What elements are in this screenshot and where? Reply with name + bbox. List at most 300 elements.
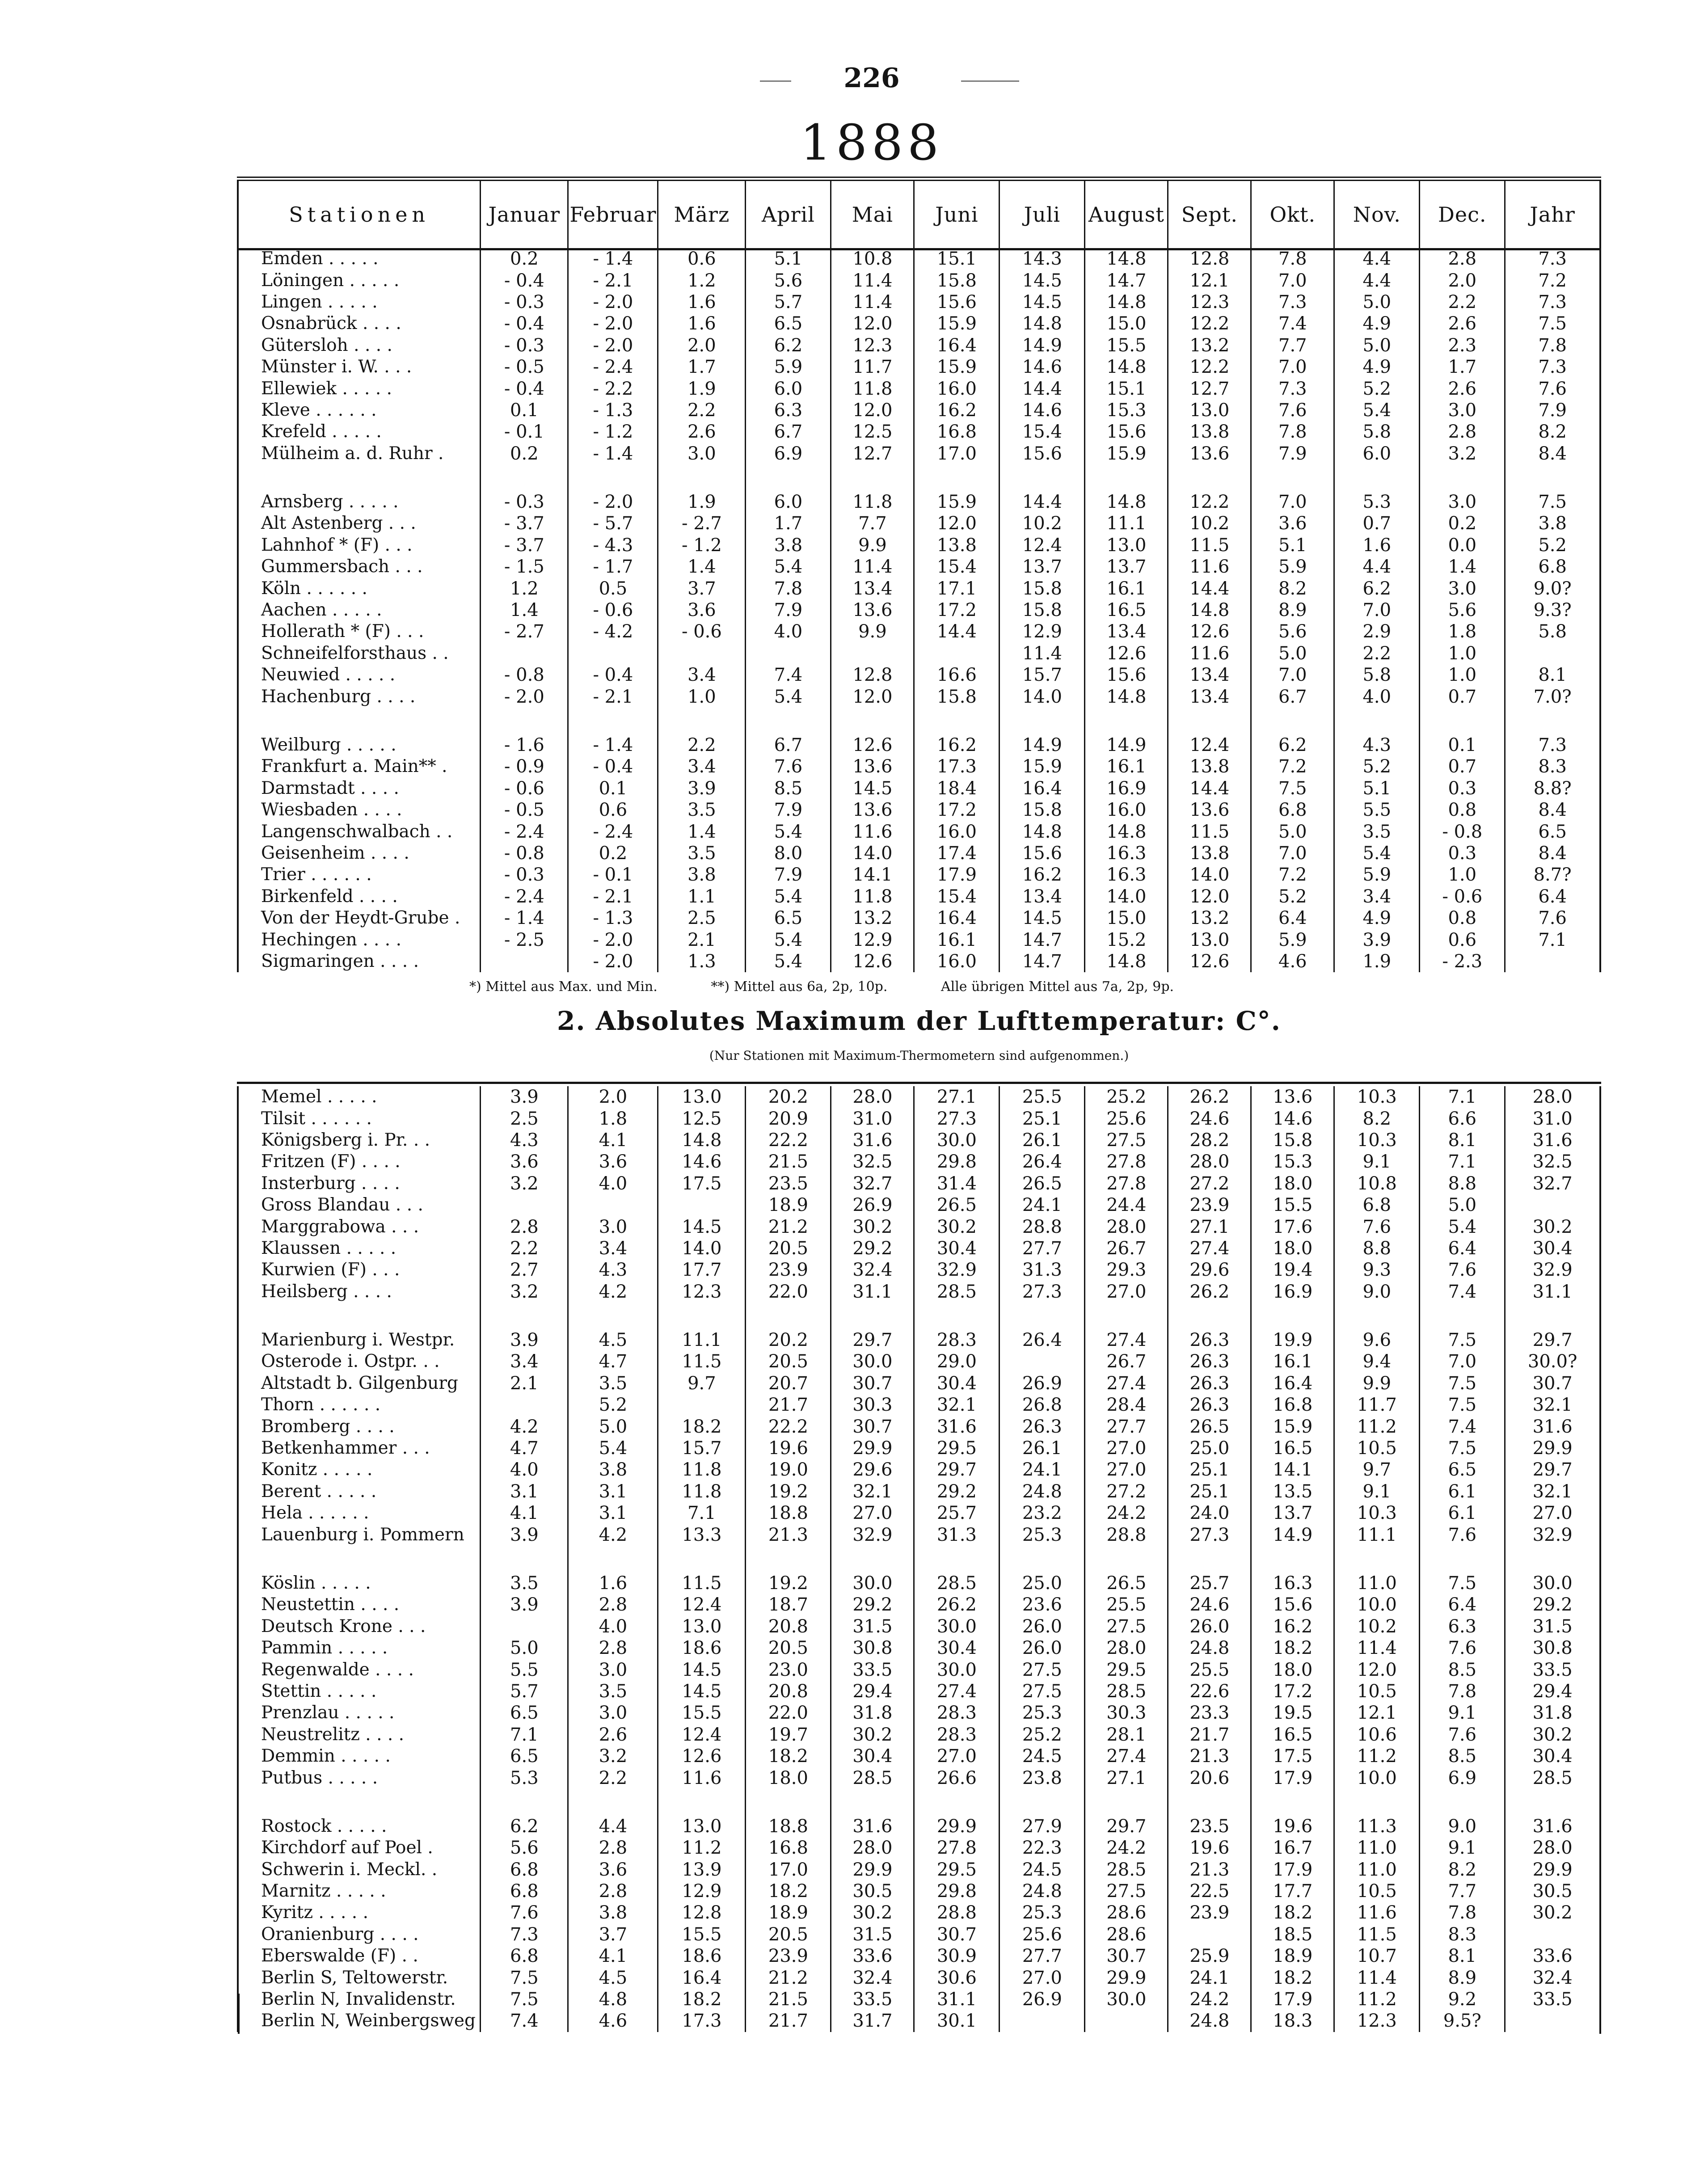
value-cell: 2.0 [1420,270,1505,291]
value-cell [914,643,999,664]
value-cell: 14.0 [1085,886,1168,907]
value-cell: - 0.8 [1420,821,1505,842]
value-cell: 23.9 [746,1945,831,1967]
table-row [238,400,1600,421]
value-cell [481,1194,568,1216]
value-cell: 28.5 [914,1573,999,1594]
value-cell: 0.7 [1334,513,1420,534]
value-cell: 3.5 [658,799,746,821]
value-cell: 5.0 [1420,1194,1505,1216]
value-cell: 10.3 [1334,1502,1420,1524]
value-cell: 4.3 [481,1130,568,1151]
station-name: Gross Blandau . . . [238,1194,481,1216]
value-cell: 8.8? [1505,778,1600,799]
table-row [238,1329,1600,1351]
station-name: Langenschwalbach . . [238,821,481,842]
value-cell: 12.0 [831,400,914,421]
station-name: Betkenhammer . . . [238,1438,481,1459]
value-cell: 2.6 [1420,378,1505,399]
value-cell: 27.0 [831,1502,914,1524]
value-cell: 10.2 [999,513,1085,534]
table-row [238,1130,1600,1151]
value-cell: 7.5 [1420,1394,1505,1416]
value-cell: 3.7 [658,578,746,599]
value-cell: 4.1 [481,1502,568,1524]
value-cell: 5.3 [481,1767,568,1788]
value-cell: 32.9 [914,1259,999,1281]
value-cell: 16.6 [914,664,999,686]
value-cell: 16.3 [1085,864,1168,885]
value-cell: 10.0 [1334,1594,1420,1615]
value-cell: 7.0? [1505,686,1600,707]
station-name: Gütersloh . . . . [238,335,481,356]
value-cell: - 2.0 [568,313,658,334]
value-cell: 7.5 [1251,778,1334,799]
value-cell: 28.8 [1085,1524,1168,1545]
value-cell: 5.6 [746,270,831,291]
station-name: Birkenfeld . . . . [238,886,481,907]
value-cell: 16.1 [914,929,999,950]
value-cell: 11.2 [658,1837,746,1859]
value-cell: 11.6 [1334,1902,1420,1923]
value-cell: 23.5 [746,1173,831,1194]
value-cell: 6.9 [1420,1767,1505,1788]
station-name: Berent . . . . . [238,1481,481,1502]
table-row [238,1351,1600,1372]
value-cell: 8.2 [1334,1108,1420,1129]
value-cell: 2.9 [1334,621,1420,642]
value-cell: 13.8 [1168,843,1251,864]
value-cell: 8.3 [1505,756,1600,777]
value-cell: 31.6 [831,1130,914,1151]
table-row [238,1637,1600,1659]
value-cell: 12.8 [658,1902,746,1923]
value-cell: 27.2 [1085,1481,1168,1502]
table-row [238,1681,1600,1702]
value-cell: 21.7 [746,2010,831,2032]
value-cell: 1.1 [658,886,746,907]
value-cell: 17.7 [658,1259,746,1281]
value-cell: 29.5 [914,1438,999,1459]
value-cell: 30.8 [1505,1637,1600,1659]
value-cell: 24.5 [999,1746,1085,1767]
value-cell: 18.7 [746,1594,831,1615]
value-cell: 7.6 [481,1902,568,1923]
value-cell: 6.5 [746,907,831,929]
value-cell: 15.1 [914,248,999,270]
value-cell: 12.0 [1334,1659,1420,1680]
value-cell: 29.6 [831,1459,914,1480]
table-row [238,621,1600,642]
table-row [238,778,1600,799]
value-cell: 29.8 [914,1881,999,1902]
value-cell: 30.7 [1085,1945,1168,1967]
value-cell: 17.2 [1251,1681,1334,1702]
value-cell: 12.6 [831,734,914,756]
table-row [238,734,1600,756]
station-name: Von der Heydt-Grube . [238,907,481,929]
value-cell: 30.2 [1505,1902,1600,1923]
value-cell: 12.5 [658,1108,746,1129]
value-cell: 15.8 [1251,1130,1334,1151]
value-cell: 29.9 [914,1816,999,1837]
value-cell: 13.4 [1168,686,1251,707]
value-cell: - 0.4 [568,664,658,686]
value-cell: 10.0 [1334,1767,1420,1788]
station-name: Insterburg . . . . [238,1173,481,1194]
table-row [238,664,1600,686]
value-cell: 15.8 [999,799,1085,821]
value-cell: 3.9 [481,1086,568,1108]
value-cell: 21.3 [746,1524,831,1545]
value-cell: 24.5 [999,1859,1085,1881]
value-cell: - 2.0 [568,291,658,313]
value-cell: 5.6 [1251,621,1334,642]
value-cell: 18.5 [1251,1924,1334,1945]
value-cell: 6.3 [1420,1616,1505,1637]
value-cell: 18.8 [746,1502,831,1524]
value-cell: 2.2 [481,1238,568,1259]
value-cell: 28.3 [914,1724,999,1746]
value-cell: 18.2 [746,1881,831,1902]
value-cell: 3.2 [1420,443,1505,464]
value-cell: 13.0 [658,1816,746,1837]
value-cell: 28.1 [1085,1724,1168,1746]
value-cell: 9.4 [1334,1351,1420,1372]
value-cell: 1.0 [1420,643,1505,664]
value-cell: 20.2 [746,1329,831,1351]
value-cell: 15.8 [999,578,1085,599]
value-cell: - 2.0 [481,686,568,707]
value-cell: 16.2 [1251,1616,1334,1637]
value-cell: 12.4 [658,1724,746,1746]
value-cell: 11.4 [831,270,914,291]
value-cell: 32.9 [1505,1524,1600,1545]
value-cell: 6.8 [1251,799,1334,821]
value-cell: 7.8 [1251,421,1334,443]
value-cell: 29.3 [1085,1259,1168,1281]
value-cell: 1.2 [658,270,746,291]
value-cell: 7.9 [1505,400,1600,421]
value-cell: 4.0 [568,1616,658,1637]
group-spacer [238,1789,1600,1816]
value-cell: 5.2 [568,1394,658,1416]
value-cell: 28.2 [1168,1130,1251,1151]
value-cell: 0.6 [658,248,746,270]
value-cell: 29.2 [831,1238,914,1259]
value-cell: 1.4 [481,599,568,621]
value-cell: - 2.3 [1420,951,1505,972]
value-cell: 32.9 [831,1524,914,1545]
station-name: Ellewiek . . . . . [238,378,481,399]
value-cell [1505,2010,1600,2032]
value-cell: 17.9 [914,864,999,885]
value-cell: 2.8 [481,1216,568,1237]
value-cell: - 0.4 [481,270,568,291]
value-cell: 1.3 [658,951,746,972]
value-cell: 12.3 [831,335,914,356]
value-cell: - 1.2 [568,421,658,443]
value-cell: 30.5 [831,1881,914,1902]
value-cell: 11.1 [1334,1524,1420,1545]
value-cell: 16.0 [1085,799,1168,821]
value-cell: 3.5 [568,1681,658,1702]
value-cell: 31.3 [999,1259,1085,1281]
table-row [238,443,1600,464]
value-cell: 14.7 [999,929,1085,950]
value-cell: 26.3 [999,1416,1085,1437]
value-cell: 19.6 [1251,1816,1334,1837]
value-cell: 15.1 [1085,378,1168,399]
value-cell: 9.7 [658,1373,746,1394]
value-cell: 13.7 [1085,556,1168,578]
value-cell: 13.0 [1168,929,1251,950]
value-cell: 20.6 [1168,1767,1251,1788]
value-cell: 15.6 [1085,421,1168,443]
value-cell: 14.1 [831,864,914,885]
value-cell: 19.2 [746,1481,831,1502]
value-cell [481,951,568,972]
value-cell: 13.0 [658,1616,746,1637]
value-cell: 5.2 [1251,886,1334,907]
value-cell: 27.4 [1168,1238,1251,1259]
value-cell: 5.0 [568,1416,658,1437]
value-cell: 29.7 [1505,1329,1600,1351]
value-cell: 29.5 [1085,1659,1168,1680]
value-cell: 6.5 [481,1746,568,1767]
value-cell: 11.5 [1168,535,1251,556]
table-row [238,1702,1600,1724]
value-cell: 7.0 [1251,664,1334,686]
value-cell: 10.5 [1334,1438,1420,1459]
value-cell: 2.0 [658,335,746,356]
value-cell: 12.6 [1168,951,1251,972]
group-spacer [238,708,1600,734]
value-cell: 30.2 [1505,1216,1600,1237]
value-cell: 16.5 [1251,1438,1334,1459]
table-row [238,491,1600,513]
station-name: Rostock . . . . . [238,1816,481,1837]
value-cell: 12.6 [658,1746,746,1767]
value-cell: 30.2 [831,1902,914,1923]
value-cell: - 0.4 [481,313,568,334]
value-cell: - 2.1 [568,270,658,291]
value-cell: 7.2 [1251,864,1334,885]
value-cell: - 1.2 [658,535,746,556]
value-cell: 2.7 [481,1259,568,1281]
value-cell: 28.0 [1505,1837,1600,1859]
table-row [238,643,1600,664]
value-cell: 9.0? [1505,578,1600,599]
value-cell: 30.2 [1505,1724,1600,1746]
column-header: Juli [999,179,1085,249]
value-cell: 9.6 [1334,1329,1420,1351]
value-cell: 15.6 [1251,1594,1334,1615]
value-cell: 28.5 [831,1767,914,1788]
value-cell: 14.0 [658,1238,746,1259]
value-cell: 0.1 [1420,734,1505,756]
value-cell: 14.8 [1085,686,1168,707]
value-cell: 3.8 [568,1459,658,1480]
value-cell: 26.5 [999,1173,1085,1194]
value-cell: 25.5 [1085,1594,1168,1615]
value-cell: 5.4 [746,686,831,707]
value-cell: 32.7 [831,1173,914,1194]
column-header: Dec. [1420,179,1505,249]
value-cell [658,643,746,664]
value-cell: 31.6 [1505,1130,1600,1151]
value-cell: 6.2 [746,335,831,356]
table-row [238,556,1600,578]
station-name: Tilsit . . . . . . [238,1108,481,1129]
station-name: Marienburg i. Westpr. [238,1329,481,1351]
value-cell: 0.0 [1420,535,1505,556]
value-cell: 14.3 [999,248,1085,270]
value-cell: 3.4 [481,1351,568,1372]
value-cell: - 0.6 [658,621,746,642]
value-cell: 14.5 [658,1659,746,1680]
value-cell: 12.6 [1085,643,1168,664]
value-cell: 15.6 [1085,664,1168,686]
value-cell: 25.6 [999,1924,1085,1945]
value-cell: 6.9 [746,443,831,464]
value-cell: 4.7 [568,1351,658,1372]
value-cell: 29.9 [1505,1438,1600,1459]
value-cell: 27.0 [1085,1281,1168,1303]
value-cell: - 0.9 [481,756,568,777]
table-row [238,907,1600,929]
station-name: Königsberg i. Pr. . . [238,1130,481,1151]
value-cell: 7.2 [1251,756,1334,777]
value-cell: 27.7 [999,1945,1085,1967]
value-cell: 2.2 [568,1767,658,1788]
value-cell: 8.4 [1505,443,1600,464]
value-cell: 18.9 [746,1194,831,1216]
value-cell: 6.5 [481,1702,568,1724]
station-name: Darmstadt . . . . [238,778,481,799]
value-cell: 11.6 [1168,643,1251,664]
value-cell: 12.2 [1168,313,1251,334]
value-cell: 29.8 [914,1151,999,1172]
value-cell: 7.4 [1420,1416,1505,1437]
value-cell: 32.1 [914,1394,999,1416]
station-name: Mülheim a. d. Ruhr . [238,443,481,464]
station-name: Hollerath * (F) . . . [238,621,481,642]
value-cell: 7.8 [1251,248,1334,270]
station-name: Lahnhof * (F) . . . [238,535,481,556]
value-cell: 21.2 [746,1967,831,1988]
value-cell: 18.0 [746,1767,831,1788]
value-cell: 19.6 [746,1438,831,1459]
value-cell: 30.0 [831,1573,914,1594]
value-cell: 14.8 [1085,291,1168,313]
value-cell: 3.2 [481,1281,568,1303]
value-cell: 0.1 [568,778,658,799]
value-cell: 26.4 [999,1329,1085,1351]
table-section-2 [237,1086,1601,2032]
value-cell: 14.8 [1085,356,1168,378]
value-cell: 30.0 [1085,1989,1168,2010]
value-cell: 9.1 [1334,1481,1420,1502]
value-cell: 27.8 [1085,1151,1168,1172]
value-cell: 24.6 [1168,1594,1251,1615]
value-cell: 6.7 [746,421,831,443]
value-cell: 27.1 [914,1086,999,1108]
station-name: Trier . . . . . . [238,864,481,885]
table-row [238,1837,1600,1859]
value-cell: - 1.3 [568,400,658,421]
value-cell: 2.8 [568,1594,658,1615]
value-cell: 26.1 [999,1438,1085,1459]
value-cell: 28.0 [1085,1637,1168,1659]
value-cell: 25.7 [914,1502,999,1524]
value-cell: 6.7 [1251,686,1334,707]
value-cell: 4.0 [746,621,831,642]
value-cell: 1.6 [1334,535,1420,556]
value-cell: 1.8 [568,1108,658,1129]
value-cell: 0.2 [481,443,568,464]
station-name: Kirchdorf auf Poel . [238,1837,481,1859]
value-cell: 13.4 [999,886,1085,907]
value-cell: 5.8 [1334,421,1420,443]
value-cell: 6.2 [1251,734,1334,756]
value-cell: 13.0 [658,1086,746,1108]
value-cell: 5.4 [746,929,831,950]
value-cell: 22.5 [1168,1881,1251,1902]
value-cell: 31.3 [914,1524,999,1545]
value-cell: 0.8 [1420,907,1505,929]
value-cell: 7.8 [746,578,831,599]
table-row [238,378,1600,399]
station-name: Löningen . . . . . [238,270,481,291]
value-cell: 13.8 [914,535,999,556]
value-cell: 24.2 [1168,1989,1251,2010]
value-cell: 2.2 [1334,643,1420,664]
value-cell: 5.1 [1334,778,1420,799]
table-left-border [238,1994,240,2034]
value-cell: 1.7 [658,356,746,378]
value-cell: 12.8 [831,664,914,686]
value-cell: 26.4 [999,1151,1085,1172]
value-cell: 15.2 [1085,929,1168,950]
value-cell: 31.4 [914,1173,999,1194]
value-cell: 5.7 [746,291,831,313]
value-cell: 5.4 [746,556,831,578]
value-cell: 15.8 [914,686,999,707]
value-cell: 30.4 [1505,1746,1600,1767]
value-cell: 16.9 [1251,1281,1334,1303]
value-cell: 13.6 [1251,1086,1334,1108]
value-cell: 16.1 [1085,756,1168,777]
station-name: Heilsberg . . . . [238,1281,481,1303]
value-cell: 14.5 [999,907,1085,929]
value-cell: 13.6 [1168,799,1251,821]
value-cell: 7.2 [1505,270,1600,291]
value-cell: 12.1 [1168,270,1251,291]
value-cell: 5.4 [746,821,831,842]
value-cell: 30.0 [914,1616,999,1637]
value-cell: 13.8 [1168,756,1251,777]
value-cell: 14.1 [1251,1459,1334,1480]
column-header-table [237,177,1601,250]
station-name: Frankfurt a. Main** . [238,756,481,777]
value-cell: 4.8 [568,1989,658,2010]
value-cell: 3.9 [481,1329,568,1351]
table-row [238,1859,1600,1881]
value-cell: 15.5 [1251,1194,1334,1216]
value-cell: 19.0 [746,1459,831,1480]
value-cell: 7.6 [1420,1637,1505,1659]
